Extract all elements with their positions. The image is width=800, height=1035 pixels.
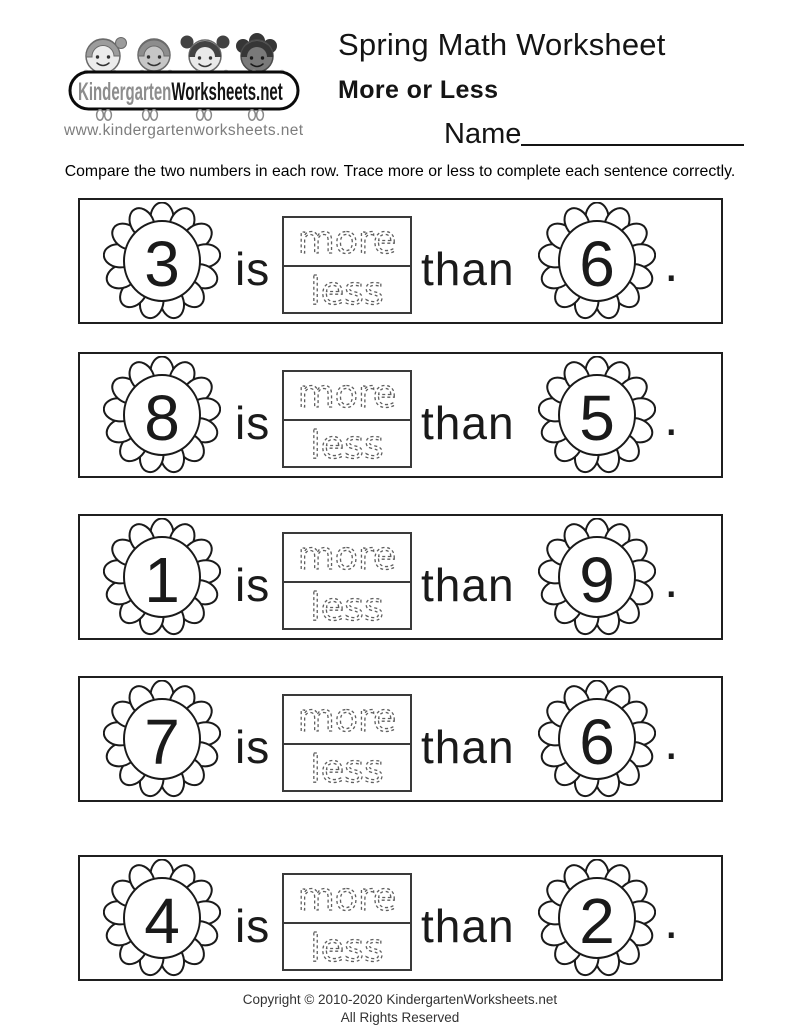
- right-number: 6: [579, 705, 615, 778]
- word-than: than: [421, 243, 515, 295]
- worksheet-row-2: [78, 352, 723, 478]
- word-than: than: [421, 397, 515, 449]
- sentence-period: .: [664, 551, 680, 609]
- instructions-text: Compare the two numbers in each row. Trace more or less to complete each sentence correctly.: [64, 163, 736, 180]
- word-is: is: [235, 721, 271, 773]
- logo-brand-part2: Worksheets.net: [171, 78, 283, 107]
- word-than: than: [421, 721, 515, 773]
- word-than: than: [421, 900, 515, 952]
- trace-box: [282, 873, 412, 971]
- flower-left: [103, 859, 221, 977]
- logo-kid-girl1: [86, 38, 127, 74]
- name-blank-line: [521, 142, 744, 146]
- logo-brand-text: [78, 78, 283, 106]
- sentence-period: .: [664, 892, 680, 950]
- trace-word-less: less: [310, 585, 384, 628]
- flower-right: [538, 356, 656, 474]
- trace-word-less: less: [310, 926, 384, 969]
- right-number: 9: [579, 543, 615, 616]
- right-number: 2: [579, 884, 615, 957]
- logo-brand-part1: Kindergarten: [78, 78, 172, 107]
- trace-option-less: [284, 421, 410, 468]
- flower-right: [538, 518, 656, 636]
- logo-graphic: [58, 16, 308, 126]
- word-than: than: [421, 559, 515, 611]
- worksheet-row-4: [78, 676, 723, 802]
- trace-option-less: [284, 267, 410, 314]
- logo-kid-boy2: [236, 33, 277, 72]
- name-label: Name: [444, 118, 522, 150]
- worksheet-row-5: [78, 855, 723, 981]
- worksheet-row-3: [78, 514, 723, 640]
- trace-box: [282, 532, 412, 630]
- sentence-period: .: [664, 389, 680, 447]
- trace-word-more: more: [297, 696, 397, 740]
- page-title: Spring Math Worksheet: [338, 27, 666, 62]
- sentence-period: .: [664, 713, 680, 771]
- name-field: [444, 118, 744, 151]
- trace-box: [282, 216, 412, 314]
- page-subtitle: More or Less: [338, 76, 499, 104]
- left-number: 7: [144, 705, 180, 778]
- flower-left: [103, 518, 221, 636]
- footer-copyright: Copyright © 2010-2020 KindergartenWorksheets.net: [242, 992, 558, 1007]
- left-number: 8: [144, 381, 180, 454]
- flower-left: [103, 680, 221, 798]
- trace-word-more: more: [297, 534, 397, 578]
- trace-word-more: more: [297, 875, 397, 919]
- left-number: 1: [144, 543, 180, 616]
- worksheet-row-1: [78, 198, 723, 324]
- logo-kid-boy1: [138, 39, 170, 71]
- word-is: is: [235, 397, 271, 449]
- flower-left: [103, 202, 221, 320]
- site-logo: [58, 16, 308, 126]
- flower-right: [538, 680, 656, 798]
- trace-option-more: [284, 696, 410, 745]
- sentence-period: .: [664, 235, 680, 293]
- logo-feet: [97, 110, 264, 120]
- trace-word-less: less: [310, 269, 384, 312]
- trace-box: [282, 694, 412, 792]
- word-is: is: [235, 243, 271, 295]
- trace-word-less: less: [310, 747, 384, 790]
- trace-option-more: [284, 218, 410, 267]
- trace-option-less: [284, 924, 410, 971]
- trace-word-more: more: [297, 218, 397, 262]
- trace-word-more: more: [297, 372, 397, 416]
- left-number: 3: [144, 227, 180, 300]
- left-number: 4: [144, 884, 180, 957]
- trace-option-less: [284, 745, 410, 792]
- trace-box: [282, 370, 412, 468]
- footer: [0, 991, 800, 1026]
- right-number: 6: [579, 227, 615, 300]
- website-url: www.kindergartenworksheets.net: [64, 122, 304, 139]
- trace-option-less: [284, 583, 410, 630]
- right-number: 5: [579, 381, 615, 454]
- flower-left: [103, 356, 221, 474]
- trace-option-more: [284, 875, 410, 924]
- flower-right: [538, 202, 656, 320]
- word-is: is: [235, 900, 271, 952]
- flower-right: [538, 859, 656, 977]
- footer-rights: All Rights Reserved: [340, 1009, 460, 1025]
- word-is: is: [235, 559, 271, 611]
- trace-option-more: [284, 372, 410, 421]
- trace-word-less: less: [310, 423, 384, 466]
- trace-option-more: [284, 534, 410, 583]
- logo-kid-girl2: [181, 36, 230, 73]
